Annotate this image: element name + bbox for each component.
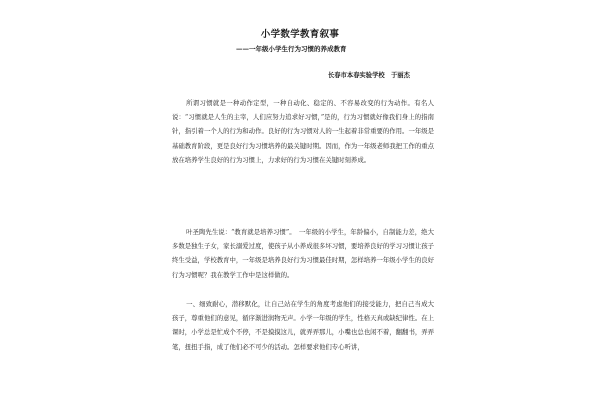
document-title: 小学数学教育叙事 — [260, 29, 340, 40]
paragraph-3: 一、细致耐心，潜移默化，让自己站在学生的角度考虑他们的接受能力，把自己当成大孩子，尊重他们的意见，循序渐进润物无声。小学一年级的学生，性格天真或缺纪律性。在上课时，小学总是忙成个不停，不是摸摸这儿，就弄弄那儿，小嘴也总也闲不着，翻翻书，弄弄笔，扭扭手指，成了他们必不可少的活动。怎样要求他们专心听讲， — [172, 300, 435, 351]
paragraph-1: 所谓习惯就是一种动作定型，一种自动化、稳定的、不容易改变的行为动作。有名人说：“习惯就是人生的主宰，人们应努力追求好习惯，”是的，行为习惯就好像我们身上的指南针，指引着一个人的行为和动作。良好的行为习惯对人的一生起着非常重要的作用。一年级是基础教育阶段，更是良好行为习惯培养的最关键时期。因而，作为一年级老师我把工作的重点放在培养学生良好的行为习惯上，力求好的行为习惯在关键时刻养成。 — [172, 99, 435, 164]
document-subtitle: ——一年级小学生行为习惯的养成教育 — [236, 45, 347, 53]
document-author: 长春市本春实验学校 于丽杰 — [328, 72, 410, 79]
paragraph-2: 叶圣陶先生说：“教育就是培养习惯”。 一年级的小学生，年龄偏小，自制能力差，绝大多数是独生子女，家长溺爱过度，使孩子从小养成很多坏习惯，要培养良好的学习习惯让孩子终生受益，学校教育中，一年级是培养良好行为习惯最佳时期，怎样培养一年级小学生的良好行为习惯呢？我在教学工作中是这样做的。 — [172, 228, 435, 279]
